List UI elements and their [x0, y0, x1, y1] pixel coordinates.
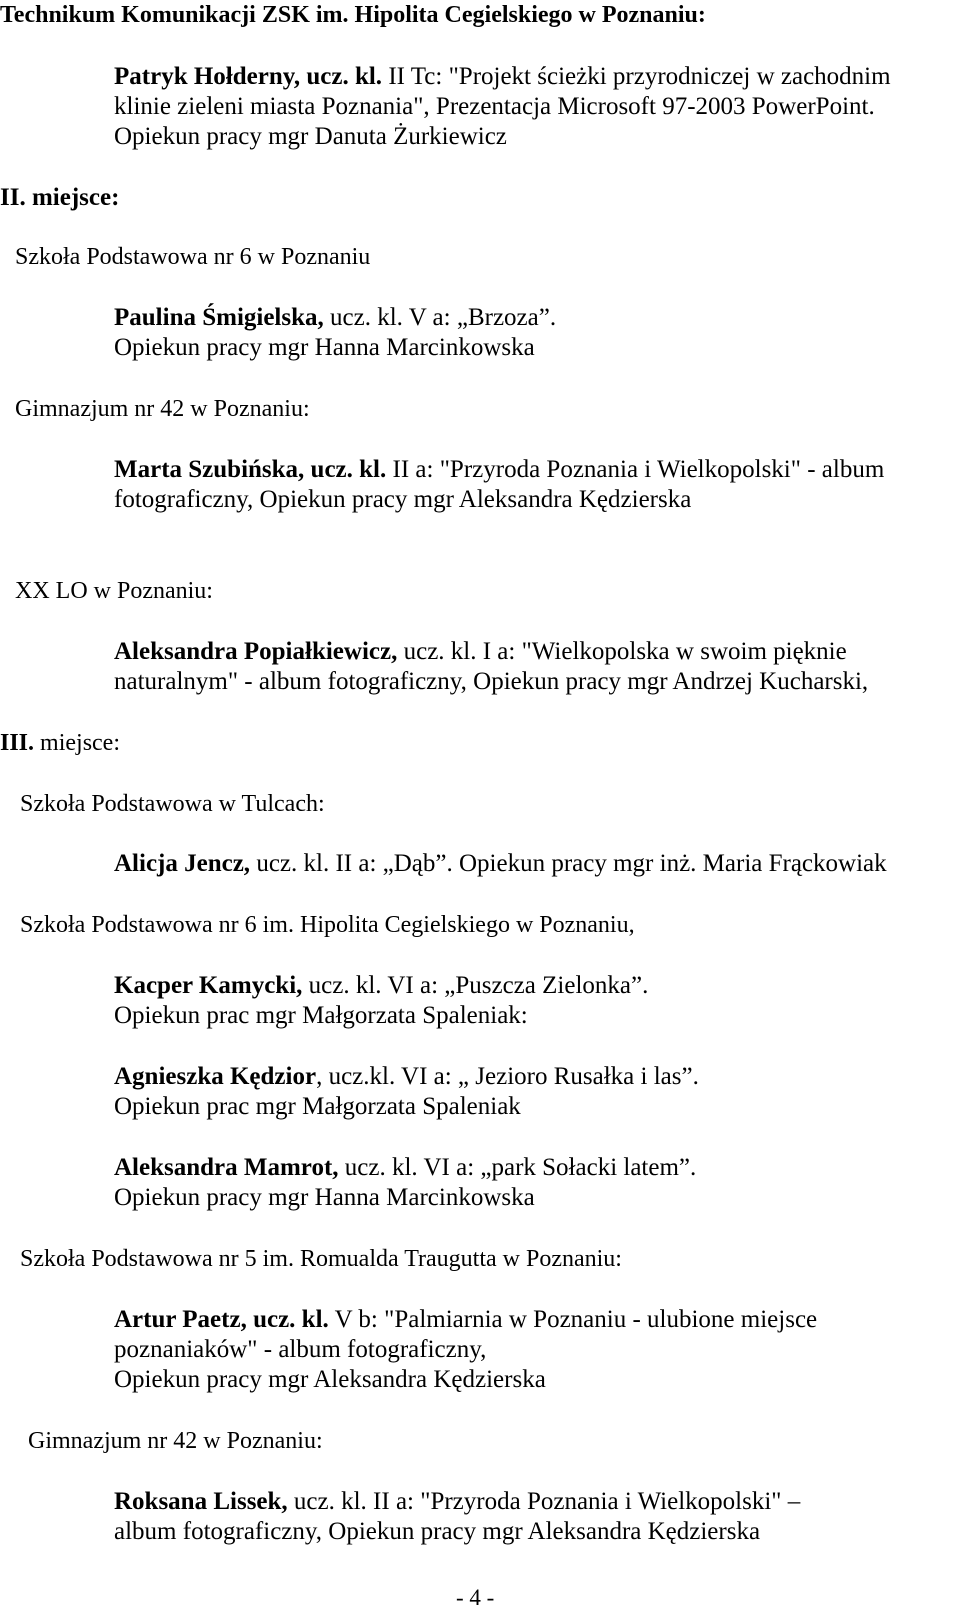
entry-holderny-line2: klinie zieleni miasta Poznania", Prezentacja Microsoft 97-2003 PowerPoint. — [114, 93, 875, 120]
place-2-heading: II. miejsce: — [0, 184, 120, 211]
place-3-heading — [0, 728, 120, 758]
entry-popialkiewicz-line2: naturalnym" - album fotograficzny, Opiekun pracy mgr Andrzej Kucharski, — [114, 668, 869, 695]
school-title-part: Szkoła Podstawowa nr 5 im. — [20, 1246, 300, 1272]
place-label: miejsce: — [34, 730, 120, 756]
entry-text: ucz. kl. I a: "Wielkopolska w swoim pięknie — [397, 638, 847, 665]
school-heading-zsk: Technikum Komunikacji ZSK im. Hipolita Cegielskiego w Poznaniu: — [0, 2, 706, 28]
student-name: Agnieszka Kędzior — [114, 1063, 317, 1090]
student-name: Aleksandra Mamrot, — [114, 1154, 339, 1181]
entry-text: II a: "Przyroda Poznania i Wielkopolski" - album — [386, 456, 885, 483]
entry-lissek-line1 — [114, 1487, 800, 1517]
place-number: III. — [0, 730, 35, 756]
entry-szubinska-line1 — [114, 455, 884, 485]
entry-kedzior-line1 — [114, 1062, 699, 1092]
student-name: Kacper Kamycki, — [114, 972, 303, 999]
entry-text: ucz. kl. V a: „Brzoza”. — [323, 304, 557, 331]
student-name: Aleksandra Popiałkiewicz, — [114, 638, 398, 665]
entry-paetz-line2: poznaniaków" - album fotograficzny, — [114, 1336, 487, 1363]
entry-text: ucz. kl. VI a: „park Sołacki latem”. — [338, 1154, 697, 1181]
entry-holderny-line1 — [114, 62, 891, 92]
entry-popialkiewicz-line1 — [114, 637, 847, 667]
school-title-part: Szkoła Podstawowa nr — [15, 244, 240, 270]
entry-text: , ucz.kl. VI a: „ Jezioro Rusałka i las”. — [316, 1063, 699, 1090]
entry-kamycki-line1 — [114, 971, 648, 1001]
school-heading-sp5 — [20, 1244, 622, 1274]
school-heading-tulce: Szkoła Podstawowa w Tulcach: — [20, 791, 325, 817]
school-title-part: 6 — [239, 244, 252, 270]
entry-lissek-line2: album fotograficzny, Opiekun pracy mgr Aleksandra Kędzierska — [114, 1518, 761, 1545]
student-name: Artur Paetz, ucz. kl. — [114, 1306, 329, 1333]
entry-mamrot-line1 — [114, 1153, 696, 1183]
entry-paetz-line3: Opiekun pracy mgr Aleksandra Kędzierska — [114, 1366, 546, 1393]
entry-kedzior-line2: Opiekun prac mgr Małgorzata Spaleniak — [114, 1093, 521, 1120]
page-number: - 4 - — [456, 1585, 495, 1610]
entry-text: V b: "Palmiarnia w Poznaniu - ulubione miejsce — [328, 1306, 818, 1333]
entry-text: ucz. kl. II a: "Przyroda Poznania i Wielkopolski" – — [287, 1488, 801, 1515]
entry-smigielska-line1 — [114, 303, 556, 333]
entry-kamycki-line2: Opiekun prac mgr Małgorzata Spaleniak: — [114, 1002, 528, 1029]
school-heading-xxlo: XX LO w Poznaniu: — [15, 578, 213, 604]
entry-smigielska-line2: Opiekun pracy mgr Hanna Marcinkowska — [114, 334, 535, 361]
school-title-part: Hipolita Cegielskiego w Poznaniu, — [299, 912, 635, 938]
student-name: Roksana Lissek, — [114, 1488, 288, 1515]
school-title-part: Romualda Traugutta w Poznaniu: — [299, 1246, 622, 1272]
entry-text: II Tc: "Projekt ścieżki przyrodniczej w zachodnim — [382, 63, 891, 90]
school-heading-sp6 — [15, 242, 370, 272]
school-title-part: w Poznaniu — [251, 244, 371, 270]
entry-text: ucz. kl. VI a: „Puszcza Zielonka”. — [302, 972, 649, 999]
student-name: Alicja Jencz, — [114, 850, 251, 877]
school-title-part: Szkoła Podstawowa nr 6 im. — [20, 912, 300, 938]
student-name: Patryk Hołderny, ucz. kl. — [114, 63, 383, 90]
school-heading-gim42: Gimnazjum nr 42 w Poznaniu: — [15, 396, 310, 422]
entry-paetz-line1 — [114, 1305, 817, 1335]
school-heading-gim42-b: Gimnazjum nr 42 w Poznaniu: — [28, 1428, 323, 1454]
entry-jencz-line1 — [114, 849, 887, 879]
school-heading-sp6-full — [20, 910, 635, 940]
student-name: Marta Szubińska, ucz. kl. — [114, 456, 387, 483]
student-name: Paulina Śmigielska, — [114, 304, 324, 331]
entry-holderny-line3: Opiekun pracy mgr Danuta Żurkiewicz — [114, 123, 507, 150]
entry-mamrot-line2: Opiekun pracy mgr Hanna Marcinkowska — [114, 1184, 535, 1211]
entry-text: ucz. kl. II a: „Dąb”. Opiekun pracy mgr inż. Maria Frąckowiak — [250, 850, 887, 877]
entry-szubinska-line2: fotograficzny, Opiekun pracy mgr Aleksandra Kędzierska — [114, 486, 692, 513]
